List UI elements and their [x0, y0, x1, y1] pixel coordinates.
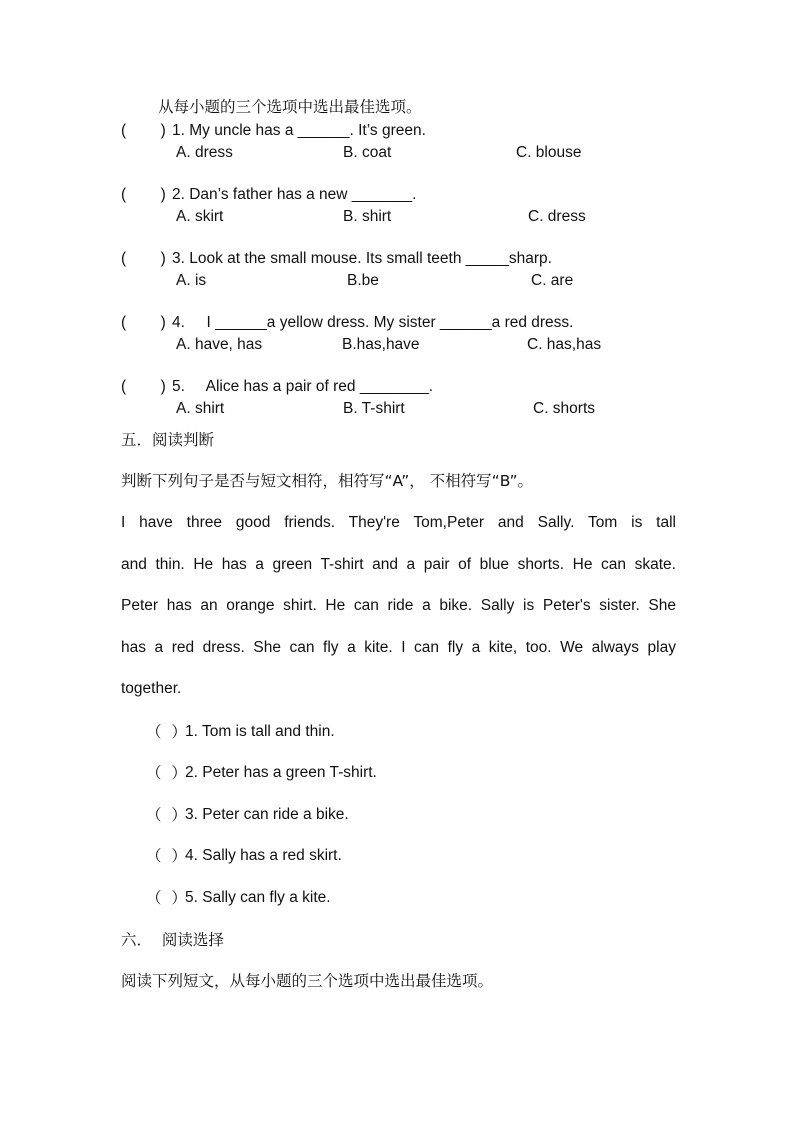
option-c: C. are: [531, 272, 574, 289]
option-a: A. shirt: [176, 400, 225, 417]
passage-line: Peter has an orange shirt. He can ride a bike. Sally is Peter's sister. She: [121, 597, 676, 614]
question-stem: 5. Alice has a pair of red ________.: [172, 378, 434, 395]
option-c: C. has,has: [527, 336, 602, 353]
option-a: A. dress: [176, 144, 233, 161]
answer-bracket[interactable]: （ ）: [146, 847, 187, 865]
answer-bracket[interactable]: （ ）: [146, 889, 187, 907]
option-c: C. blouse: [516, 144, 582, 161]
answer-bracket[interactable]: ( ): [121, 186, 166, 203]
section5-heading: 五．阅读判断: [121, 431, 215, 449]
answer-bracket[interactable]: ( ): [121, 314, 166, 331]
option-c: C. shorts: [533, 400, 596, 417]
option-b: B. T-shirt: [343, 400, 405, 417]
answer-bracket[interactable]: （ ）: [146, 764, 187, 782]
option-b: B. coat: [343, 144, 392, 161]
question-stem: 3. Look at the small mouse. Its small teeth _____sharp.: [172, 250, 552, 267]
statement-text: 1. Tom is tall and thin.: [185, 723, 335, 740]
option-c: C. dress: [528, 208, 586, 225]
option-a: A. skirt: [176, 208, 224, 225]
option-b: B.be: [347, 272, 379, 289]
question-stem: 2. Dan’s father has a new _______.: [172, 186, 417, 203]
section6-instruction: 阅读下列短文，从每小题的三个选项中选出最佳选项。: [121, 972, 494, 990]
section6-heading: 六． 阅读选择: [121, 931, 224, 949]
option-a: A. is: [176, 272, 207, 289]
question-stem: 4. I ______a yellow dress. My sister ______a red dress.: [172, 314, 574, 331]
option-a: A. have, has: [176, 336, 263, 353]
statement-text: 5. Sally can fly a kite.: [185, 889, 331, 906]
answer-bracket[interactable]: （ ）: [146, 806, 187, 824]
statement-text: 4. Sally has a red skirt.: [185, 847, 342, 864]
statement-text: 3. Peter can ride a bike.: [185, 806, 349, 823]
question-stem: 1. My uncle has a ______. It’s green.: [172, 122, 426, 139]
answer-bracket[interactable]: （ ）: [146, 723, 187, 741]
section5-instruction: 判断下列句子是否与短文相符，相符写“A”， 不相符写“B”。: [121, 472, 534, 490]
passage-line: together.: [121, 680, 182, 697]
passage-line: and thin. He has a green T-shirt and a pair of blue shorts. He can skate.: [121, 556, 676, 573]
section4-instruction: 从每小题的三个选项中选出最佳选项。: [158, 98, 422, 116]
passage-line: has a red dress. She can fly a kite. I can fly a kite, too. We always play: [121, 639, 676, 656]
option-b: B. shirt: [343, 208, 392, 225]
answer-bracket[interactable]: ( ): [121, 122, 166, 139]
statement-text: 2. Peter has a green T-shirt.: [185, 764, 377, 781]
answer-bracket[interactable]: ( ): [121, 378, 166, 395]
passage-line: I have three good friends. They're Tom,Peter and Sally. Tom is tall: [121, 514, 676, 531]
option-b: B.has,have: [342, 336, 420, 353]
answer-bracket[interactable]: ( ): [121, 250, 166, 267]
